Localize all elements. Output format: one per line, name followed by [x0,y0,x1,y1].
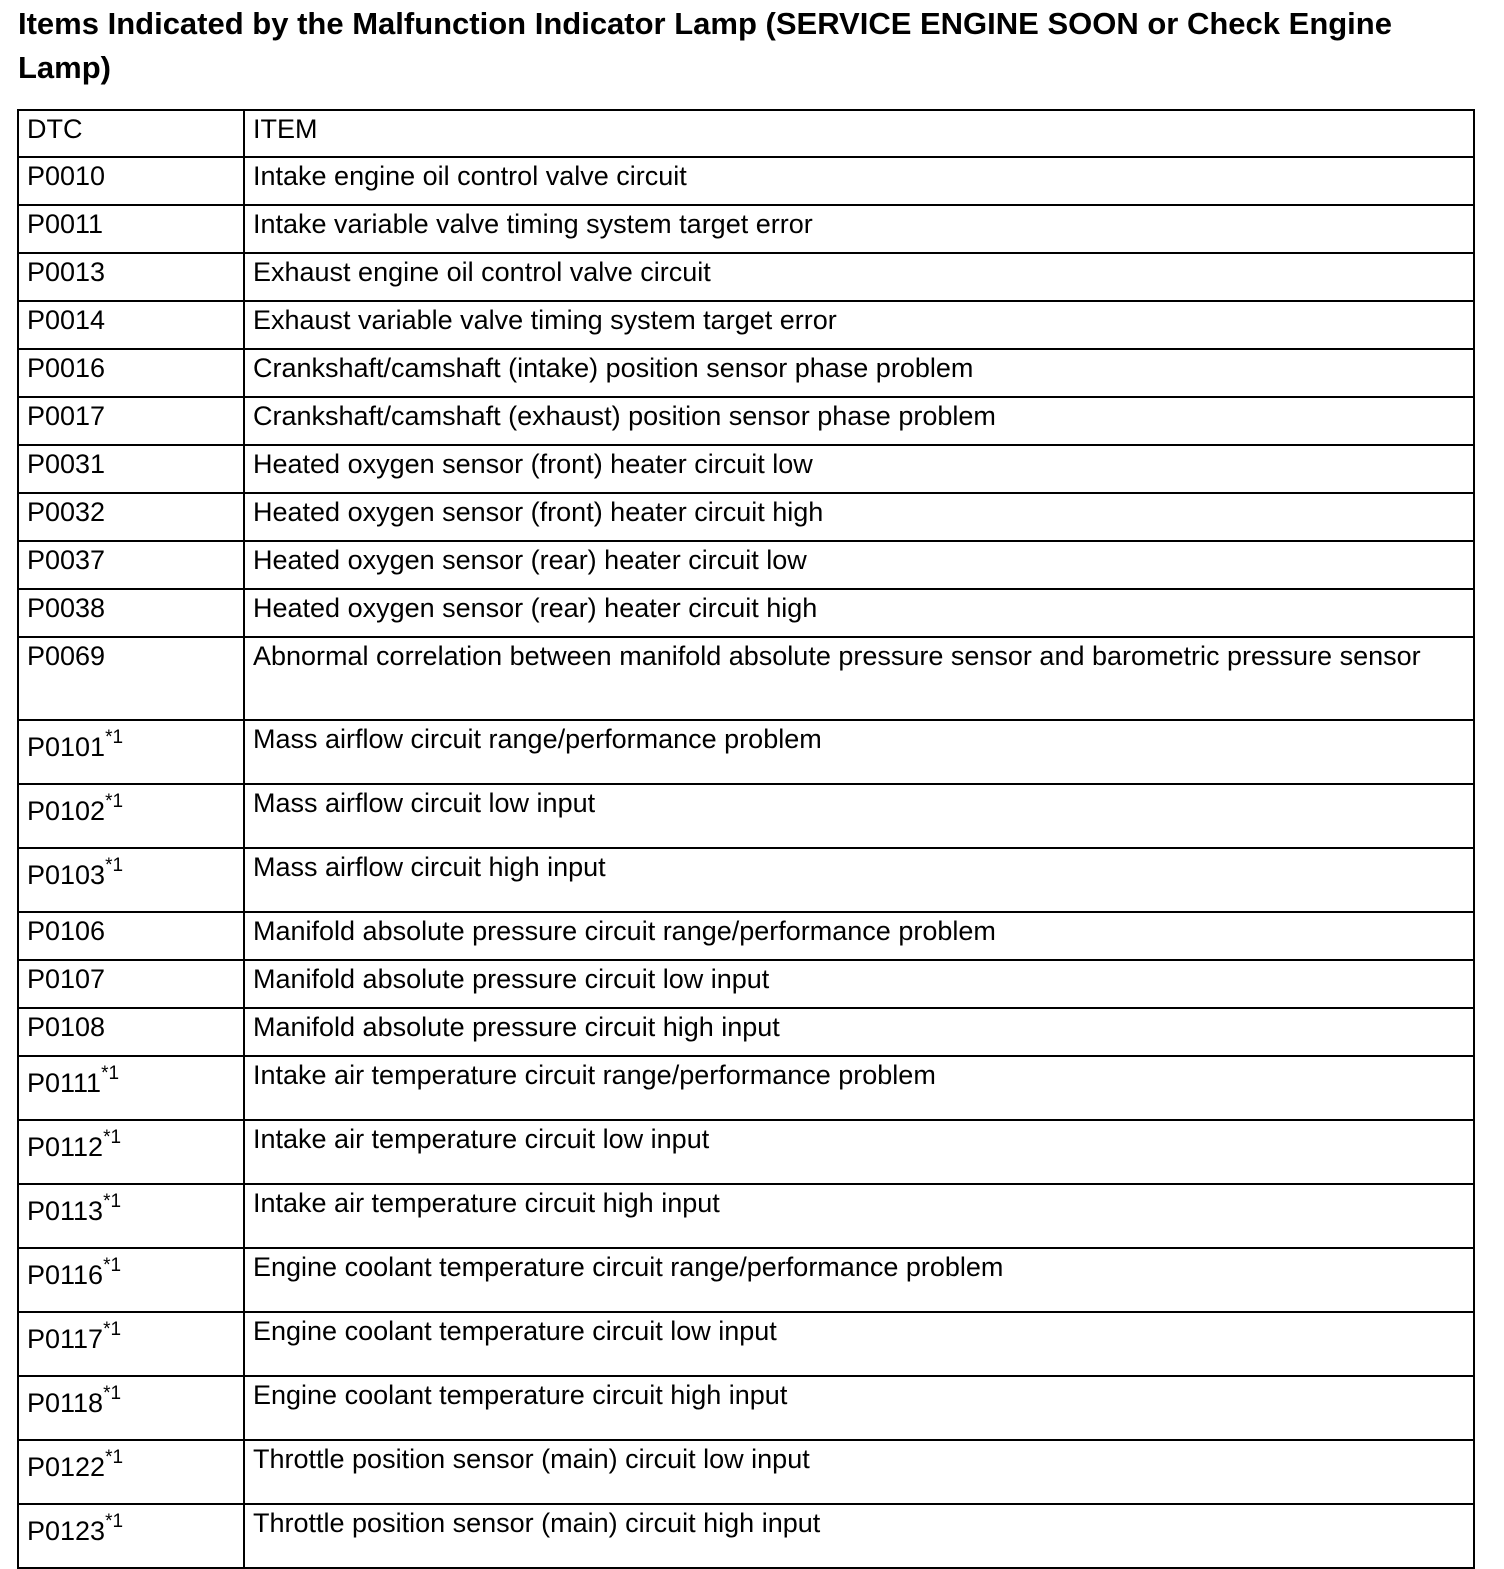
footnote-marker: *1 [105,1511,124,1532]
dtc-code: P0106 [27,916,106,946]
dtc-code: P0102 [27,796,106,826]
table-row [18,1440,1474,1504]
table-row [18,784,1474,848]
table-row [18,1312,1474,1376]
dtc-cell [18,349,244,397]
table-row [18,253,1474,301]
dtc-cell [18,1120,244,1184]
dtc-code: P0069 [27,641,106,671]
dtc-cell [18,1376,244,1440]
item-description: Intake air temperature circuit high input [244,1184,1474,1248]
item-description: Mass airflow circuit low input [244,784,1474,848]
item-description: Throttle position sensor (main) circuit high input [244,1504,1474,1568]
table-row [18,637,1474,720]
dtc-cell [18,205,244,253]
dtc-cell [18,637,244,720]
table-row [18,1120,1474,1184]
footnote-marker: *1 [105,727,124,748]
table-row [18,541,1474,589]
table-body [18,157,1474,1568]
item-description: Crankshaft/camshaft (exhaust) position sensor phase problem [244,397,1474,445]
column-header-item: ITEM [244,110,1474,157]
item-description: Heated oxygen sensor (rear) heater circuit low [244,541,1474,589]
footnote-marker: *1 [105,1447,124,1468]
dtc-code: P0103 [27,860,106,890]
dtc-code: P0038 [27,593,106,623]
dtc-cell [18,1056,244,1120]
dtc-cell [18,493,244,541]
dtc-code: P0113 [27,1196,104,1226]
dtc-cell [18,1312,244,1376]
item-description: Engine coolant temperature circuit range/performance problem [244,1248,1474,1312]
dtc-cell [18,589,244,637]
table-row [18,1056,1474,1120]
dtc-code: P0014 [27,305,106,335]
dtc-table [17,109,1475,1569]
dtc-cell [18,397,244,445]
footnote-marker: *1 [101,1063,120,1084]
item-description: Engine coolant temperature circuit high input [244,1376,1474,1440]
footnote-marker: *1 [105,855,124,876]
dtc-cell [18,1504,244,1568]
dtc-cell [18,912,244,960]
dtc-cell [18,445,244,493]
dtc-cell [18,301,244,349]
dtc-cell [18,720,244,784]
dtc-code: P0101 [27,732,106,762]
footnote-marker: *1 [103,1255,122,1276]
item-description: Mass airflow circuit range/performance problem [244,720,1474,784]
dtc-cell [18,541,244,589]
dtc-code: P0013 [27,257,106,287]
item-description: Mass airflow circuit high input [244,848,1474,912]
dtc-code: P0116 [27,1260,104,1290]
footnote-marker: *1 [103,1319,122,1340]
table-row [18,912,1474,960]
dtc-cell [18,1008,244,1056]
dtc-cell [18,960,244,1008]
footnote-marker: *1 [103,1191,122,1212]
table-row [18,848,1474,912]
dtc-code: P0118 [27,1388,104,1418]
column-header-dtc: DTC [18,110,244,157]
item-description: Manifold absolute pressure circuit low input [244,960,1474,1008]
dtc-code: P0031 [27,449,106,479]
item-description: Heated oxygen sensor (front) heater circuit low [244,445,1474,493]
item-description: Throttle position sensor (main) circuit low input [244,1440,1474,1504]
footnote-marker: *1 [103,1383,122,1404]
dtc-code: P0011 [27,209,104,239]
item-description: Exhaust engine oil control valve circuit [244,253,1474,301]
dtc-code: P0108 [27,1012,106,1042]
item-description: Heated oxygen sensor (front) heater circuit high [244,493,1474,541]
dtc-code: P0117 [27,1324,104,1354]
table-row [18,1248,1474,1312]
dtc-cell [18,1248,244,1312]
table-row [18,157,1474,205]
table-row [18,349,1474,397]
dtc-cell [18,253,244,301]
footnote-marker: *1 [105,791,124,812]
dtc-code: P0010 [27,161,106,191]
dtc-code: P0111 [27,1068,102,1098]
item-description: Abnormal correlation between manifold absolute pressure sensor and barometric pressure sensor [244,637,1474,720]
dtc-cell [18,1440,244,1504]
table-row [18,1184,1474,1248]
item-description: Intake air temperature circuit range/performance problem [244,1056,1474,1120]
table-row [18,589,1474,637]
item-description: Manifold absolute pressure circuit range/performance problem [244,912,1474,960]
item-description: Engine coolant temperature circuit low input [244,1312,1474,1376]
dtc-cell [18,157,244,205]
table-row [18,960,1474,1008]
dtc-code: P0123 [27,1516,106,1546]
dtc-cell [18,784,244,848]
item-description: Intake engine oil control valve circuit [244,157,1474,205]
item-description: Exhaust variable valve timing system target error [244,301,1474,349]
dtc-code: P0037 [27,545,106,575]
item-description: Manifold absolute pressure circuit high input [244,1008,1474,1056]
table-row [18,1008,1474,1056]
table-row [18,493,1474,541]
dtc-cell [18,1184,244,1248]
dtc-code: P0017 [27,401,106,431]
dtc-code: P0122 [27,1452,106,1482]
dtc-cell [18,848,244,912]
table-row [18,205,1474,253]
footnote-marker: *1 [103,1127,122,1148]
table-row [18,397,1474,445]
item-description: Heated oxygen sensor (rear) heater circuit high [244,589,1474,637]
table-row [18,301,1474,349]
item-description: Intake air temperature circuit low input [244,1120,1474,1184]
dtc-code: P0016 [27,353,106,383]
dtc-code: P0112 [27,1132,104,1162]
table-row [18,720,1474,784]
table-header-row [18,110,1474,157]
table-row [18,445,1474,493]
dtc-code: P0032 [27,497,106,527]
table-row [18,1504,1474,1568]
item-description: Intake variable valve timing system target error [244,205,1474,253]
table-row [18,1376,1474,1440]
item-description: Crankshaft/camshaft (intake) position sensor phase problem [244,349,1474,397]
dtc-code: P0107 [27,964,106,994]
page-title: Items Indicated by the Malfunction Indicator Lamp (SERVICE ENGINE SOON or Check Engine Lamp) [18,6,1392,85]
